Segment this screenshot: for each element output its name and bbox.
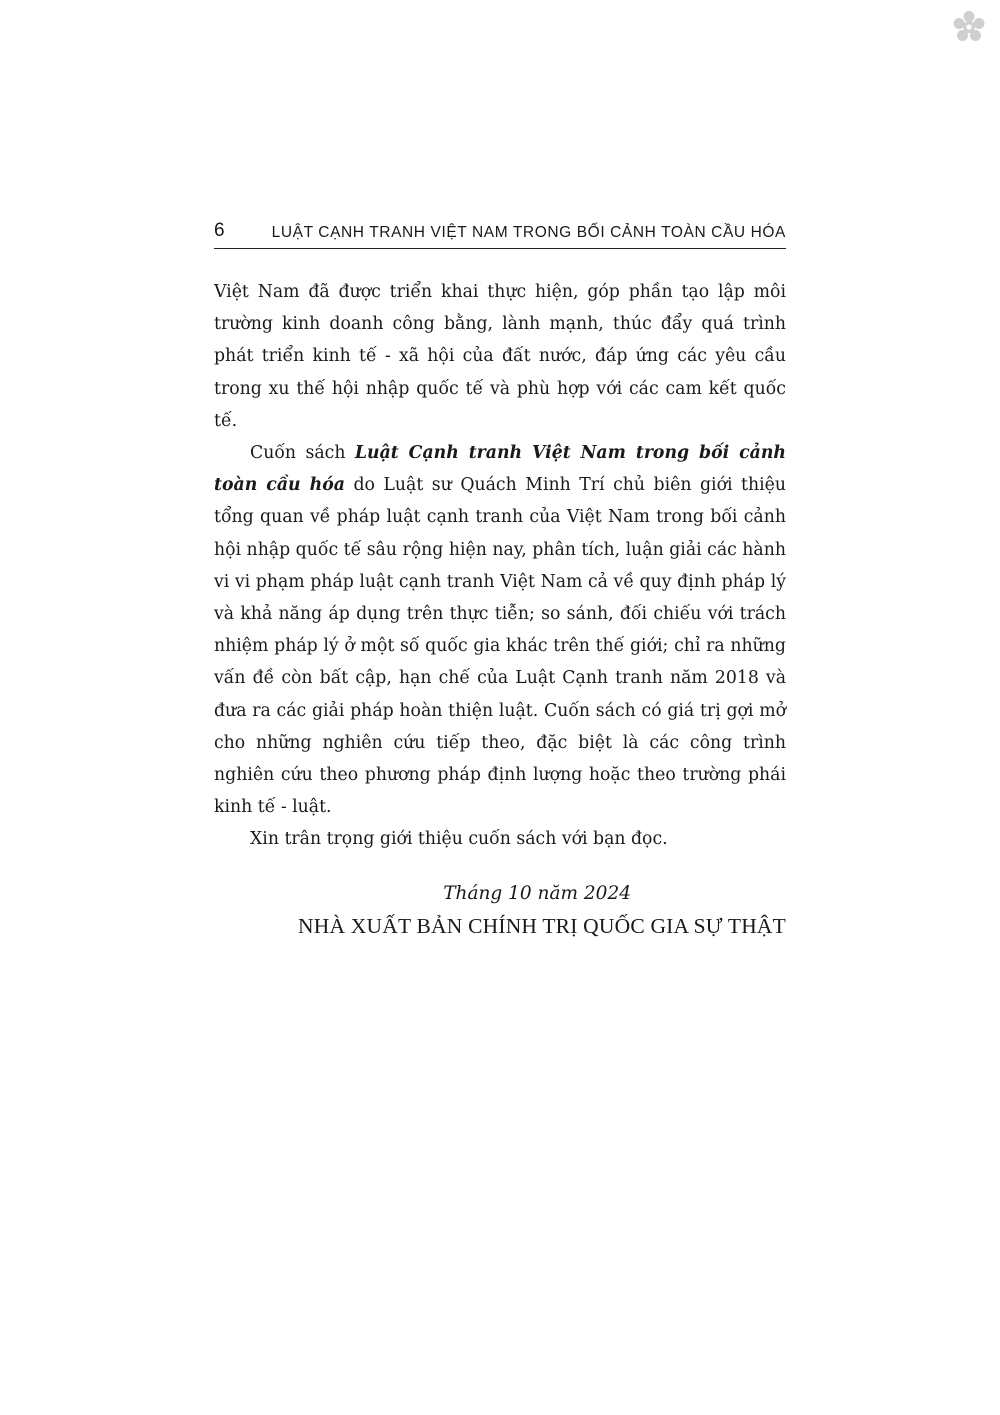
publisher-name: NHÀ XUẤT BẢN CHÍNH TRỊ QUỐC GIA SỰ THẬT [298,914,786,938]
paragraph-3: Xin trân trọng giới thiệu cuốn sách với bạn đọc. [250,829,668,850]
paragraph-1: Việt Nam đã được triển khai thực hiện, góp phần tạo lập môi trường kinh doanh công bằng, lành mạnh, thúc đẩy quá trình phát triển kinh tế - xã hội của đất nước, đáp ứng các yêu cầu trong xu thế hội nhập quốc tế và phù hợp với các cam kết quốc tế. [214,282,786,431]
signature-date: Tháng 10 năm 2024 [443,883,631,904]
flower-logo-icon [952,10,986,44]
running-title: LUẬT CẠNH TRANH VIỆT NAM TRONG BỐI CẢNH TOÀN CẦU HÓA [271,224,786,241]
paragraph-2-lead: Cuốn sách [250,443,355,464]
paragraph-2-rest: do Luật sư Quách Minh Trí chủ biên giới thiệu tổng quan về pháp luật cạnh tranh của Việt Nam trong bối cảnh hội nhập quốc tế sâu rộng hiện nay, phân tích, luận giải các hành vi vi phạm pháp luật cạnh tranh Việt Nam cả về quy định pháp lý và khả năng áp dụng trên thực tiễn; so sánh, đối chiếu với trách nhiệm pháp lý ở một số quốc gia khác trên thế giới; chỉ ra những vấn đề còn bất cập, hạn chế của Luật Cạnh tranh năm 2018 và đưa ra các giải pháp hoàn thiện luật. Cuốn sách có giá trị gợi mở cho những nghiên cứu tiếp theo, đặc biệt là các công trình nghiên cứu theo phương pháp định lượng hoặc theo trường phái kinh tế - luật. [214,475,786,818]
body-text [214,276,786,856]
signature-block [214,878,786,942]
page-number: 6 [214,220,225,241]
paragraph-2 [214,437,786,823]
page-header [214,218,786,249]
book-title: Luật Cạnh tranh Việt Nam trong bối cảnh toàn cầu hóa [214,443,786,496]
